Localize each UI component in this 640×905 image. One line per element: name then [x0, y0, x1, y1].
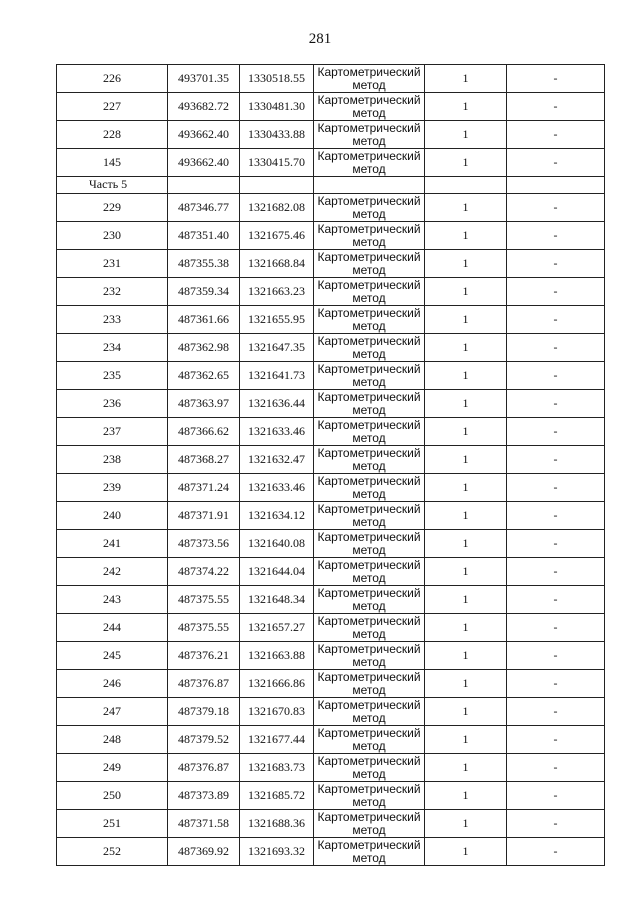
- x-coordinate-cell: 487373.89: [168, 782, 240, 810]
- point-id-cell: 232: [57, 278, 168, 306]
- note-cell: -: [507, 782, 605, 810]
- y-coordinate-cell: 1321683.73: [240, 754, 314, 782]
- method-cell: [314, 586, 425, 614]
- x-coordinate-cell: 487346.77: [168, 194, 240, 222]
- section-empty-cell: [314, 177, 425, 194]
- note-cell: -: [507, 278, 605, 306]
- method-text: Картометрический метод: [317, 362, 421, 389]
- accuracy-cell: 1: [425, 149, 507, 177]
- table-row: [57, 65, 605, 93]
- x-coordinate-cell: 487362.98: [168, 334, 240, 362]
- table-row: [57, 278, 605, 306]
- point-id-cell: 245: [57, 642, 168, 670]
- accuracy-cell: 1: [425, 390, 507, 418]
- point-id-cell: 246: [57, 670, 168, 698]
- x-coordinate-cell: 493701.35: [168, 65, 240, 93]
- method-cell: [314, 250, 425, 278]
- method-cell: [314, 838, 425, 866]
- x-coordinate-cell: 487374.22: [168, 558, 240, 586]
- method-cell: [314, 93, 425, 121]
- method-cell: [314, 418, 425, 446]
- accuracy-cell: 1: [425, 670, 507, 698]
- method-text: Картометрический метод: [317, 614, 421, 641]
- x-coordinate-cell: 493682.72: [168, 93, 240, 121]
- section-empty-cell: [425, 177, 507, 194]
- x-coordinate-cell: 487379.18: [168, 698, 240, 726]
- point-id-cell: 236: [57, 390, 168, 418]
- method-text: Картометрический метод: [317, 93, 421, 120]
- point-id-cell: 243: [57, 586, 168, 614]
- point-id-cell: 238: [57, 446, 168, 474]
- x-coordinate-cell: 487376.87: [168, 670, 240, 698]
- y-coordinate-cell: 1321663.23: [240, 278, 314, 306]
- point-id-cell: 231: [57, 250, 168, 278]
- method-text: Картометрический метод: [317, 65, 421, 92]
- point-id-cell: 227: [57, 93, 168, 121]
- method-cell: [314, 278, 425, 306]
- table-row: [57, 558, 605, 586]
- method-text: Картометрический метод: [317, 306, 421, 333]
- note-cell: -: [507, 65, 605, 93]
- method-text: Картометрический метод: [317, 754, 421, 781]
- accuracy-cell: 1: [425, 362, 507, 390]
- note-cell: -: [507, 530, 605, 558]
- table-row: [57, 362, 605, 390]
- note-cell: -: [507, 306, 605, 334]
- method-cell: [314, 474, 425, 502]
- x-coordinate-cell: 487368.27: [168, 446, 240, 474]
- point-id-cell: 242: [57, 558, 168, 586]
- table-row: [57, 446, 605, 474]
- table-row: [57, 838, 605, 866]
- accuracy-cell: 1: [425, 810, 507, 838]
- point-id-cell: 247: [57, 698, 168, 726]
- method-text: Картометрический метод: [317, 474, 421, 501]
- method-text: Картометрический метод: [317, 502, 421, 529]
- note-cell: -: [507, 754, 605, 782]
- table-row: [57, 149, 605, 177]
- point-id-cell: 241: [57, 530, 168, 558]
- method-text: Картометрический метод: [317, 782, 421, 809]
- x-coordinate-cell: 493662.40: [168, 121, 240, 149]
- note-cell: -: [507, 362, 605, 390]
- accuracy-cell: 1: [425, 278, 507, 306]
- method-cell: [314, 334, 425, 362]
- y-coordinate-cell: 1321685.72: [240, 782, 314, 810]
- method-cell: [314, 222, 425, 250]
- accuracy-cell: 1: [425, 614, 507, 642]
- y-coordinate-cell: 1330481.30: [240, 93, 314, 121]
- method-cell: [314, 726, 425, 754]
- point-id-cell: 230: [57, 222, 168, 250]
- note-cell: -: [507, 446, 605, 474]
- note-cell: -: [507, 121, 605, 149]
- table-row: [57, 121, 605, 149]
- accuracy-cell: 1: [425, 222, 507, 250]
- x-coordinate-cell: 487375.55: [168, 586, 240, 614]
- x-coordinate-cell: 487376.21: [168, 642, 240, 670]
- method-cell: [314, 149, 425, 177]
- point-id-cell: 235: [57, 362, 168, 390]
- method-text: Картометрический метод: [317, 149, 421, 176]
- table-row: [57, 194, 605, 222]
- method-cell: [314, 642, 425, 670]
- note-cell: -: [507, 838, 605, 866]
- accuracy-cell: 1: [425, 121, 507, 149]
- method-text: Картометрический метод: [317, 530, 421, 557]
- table-row: [57, 222, 605, 250]
- table-row: [57, 93, 605, 121]
- coordinates-table-body: [57, 65, 605, 866]
- point-id-cell: 229: [57, 194, 168, 222]
- method-text: Картометрический метод: [317, 642, 421, 669]
- accuracy-cell: 1: [425, 334, 507, 362]
- accuracy-cell: 1: [425, 474, 507, 502]
- accuracy-cell: 1: [425, 502, 507, 530]
- point-id-cell: 251: [57, 810, 168, 838]
- method-cell: [314, 65, 425, 93]
- y-coordinate-cell: 1321675.46: [240, 222, 314, 250]
- x-coordinate-cell: 487379.52: [168, 726, 240, 754]
- method-cell: [314, 670, 425, 698]
- coordinates-table: [56, 64, 605, 866]
- accuracy-cell: 1: [425, 418, 507, 446]
- accuracy-cell: 1: [425, 194, 507, 222]
- method-cell: [314, 810, 425, 838]
- accuracy-cell: 1: [425, 698, 507, 726]
- note-cell: -: [507, 149, 605, 177]
- method-text: Картометрический метод: [317, 390, 421, 417]
- point-id-cell: 240: [57, 502, 168, 530]
- x-coordinate-cell: 487366.62: [168, 418, 240, 446]
- note-cell: -: [507, 586, 605, 614]
- note-cell: -: [507, 642, 605, 670]
- y-coordinate-cell: 1321668.84: [240, 250, 314, 278]
- x-coordinate-cell: 487351.40: [168, 222, 240, 250]
- method-text: Картометрический метод: [317, 334, 421, 361]
- accuracy-cell: 1: [425, 754, 507, 782]
- x-coordinate-cell: 487359.34: [168, 278, 240, 306]
- y-coordinate-cell: 1321633.46: [240, 418, 314, 446]
- accuracy-cell: 1: [425, 93, 507, 121]
- note-cell: -: [507, 222, 605, 250]
- method-text: Картометрический метод: [317, 222, 421, 249]
- page-number: 281: [308, 31, 332, 47]
- x-coordinate-cell: 493662.40: [168, 149, 240, 177]
- section-row: [57, 177, 605, 194]
- note-cell: -: [507, 250, 605, 278]
- x-coordinate-cell: 487369.92: [168, 838, 240, 866]
- point-id-cell: 237: [57, 418, 168, 446]
- x-coordinate-cell: 487362.65: [168, 362, 240, 390]
- table-row: [57, 502, 605, 530]
- method-text: Картометрический метод: [317, 586, 421, 613]
- method-cell: [314, 390, 425, 418]
- section-label: Часть 5: [57, 177, 168, 194]
- accuracy-cell: 1: [425, 446, 507, 474]
- x-coordinate-cell: 487361.66: [168, 306, 240, 334]
- y-coordinate-cell: 1321666.86: [240, 670, 314, 698]
- method-cell: [314, 558, 425, 586]
- y-coordinate-cell: 1321641.73: [240, 362, 314, 390]
- note-cell: -: [507, 418, 605, 446]
- method-text: Картометрический метод: [317, 810, 421, 837]
- table-row: [57, 306, 605, 334]
- table-row: [57, 726, 605, 754]
- point-id-cell: 234: [57, 334, 168, 362]
- table-row: [57, 754, 605, 782]
- point-id-cell: 248: [57, 726, 168, 754]
- method-cell: [314, 502, 425, 530]
- y-coordinate-cell: 1321657.27: [240, 614, 314, 642]
- table-row: [57, 390, 605, 418]
- x-coordinate-cell: 487373.56: [168, 530, 240, 558]
- note-cell: -: [507, 670, 605, 698]
- point-id-cell: 226: [57, 65, 168, 93]
- section-empty-cell: [168, 177, 240, 194]
- y-coordinate-cell: 1321655.95: [240, 306, 314, 334]
- table-row: [57, 586, 605, 614]
- point-id-cell: 244: [57, 614, 168, 642]
- y-coordinate-cell: 1321633.46: [240, 474, 314, 502]
- accuracy-cell: 1: [425, 782, 507, 810]
- note-cell: -: [507, 474, 605, 502]
- accuracy-cell: 1: [425, 530, 507, 558]
- x-coordinate-cell: 487355.38: [168, 250, 240, 278]
- y-coordinate-cell: 1321640.08: [240, 530, 314, 558]
- accuracy-cell: 1: [425, 65, 507, 93]
- accuracy-cell: 1: [425, 306, 507, 334]
- note-cell: -: [507, 698, 605, 726]
- method-cell: [314, 530, 425, 558]
- method-text: Картометрический метод: [317, 698, 421, 725]
- accuracy-cell: 1: [425, 726, 507, 754]
- table-row: [57, 698, 605, 726]
- method-text: Картометрический метод: [317, 121, 421, 148]
- note-cell: -: [507, 194, 605, 222]
- point-id-cell: 239: [57, 474, 168, 502]
- accuracy-cell: 1: [425, 250, 507, 278]
- accuracy-cell: 1: [425, 558, 507, 586]
- table-row: [57, 614, 605, 642]
- method-text: Картометрический метод: [317, 278, 421, 305]
- method-cell: [314, 194, 425, 222]
- note-cell: -: [507, 334, 605, 362]
- table-row: [57, 474, 605, 502]
- point-id-cell: 233: [57, 306, 168, 334]
- y-coordinate-cell: 1321648.34: [240, 586, 314, 614]
- y-coordinate-cell: 1330415.70: [240, 149, 314, 177]
- y-coordinate-cell: 1321682.08: [240, 194, 314, 222]
- method-cell: [314, 362, 425, 390]
- point-id-cell: 228: [57, 121, 168, 149]
- method-cell: [314, 754, 425, 782]
- y-coordinate-cell: 1321663.88: [240, 642, 314, 670]
- point-id-cell: 252: [57, 838, 168, 866]
- method-text: Картометрический метод: [317, 446, 421, 473]
- point-id-cell: 250: [57, 782, 168, 810]
- x-coordinate-cell: 487363.97: [168, 390, 240, 418]
- table-row: [57, 670, 605, 698]
- y-coordinate-cell: 1321693.32: [240, 838, 314, 866]
- x-coordinate-cell: 487371.91: [168, 502, 240, 530]
- method-text: Картометрический метод: [317, 250, 421, 277]
- note-cell: -: [507, 726, 605, 754]
- y-coordinate-cell: 1321647.35: [240, 334, 314, 362]
- table-row: [57, 810, 605, 838]
- note-cell: -: [507, 93, 605, 121]
- y-coordinate-cell: 1330433.88: [240, 121, 314, 149]
- table-row: [57, 642, 605, 670]
- y-coordinate-cell: 1321688.36: [240, 810, 314, 838]
- x-coordinate-cell: 487371.24: [168, 474, 240, 502]
- accuracy-cell: 1: [425, 586, 507, 614]
- note-cell: -: [507, 810, 605, 838]
- x-coordinate-cell: 487376.87: [168, 754, 240, 782]
- method-text: Картометрический метод: [317, 418, 421, 445]
- y-coordinate-cell: 1321670.83: [240, 698, 314, 726]
- point-id-cell: 249: [57, 754, 168, 782]
- method-text: Картометрический метод: [317, 670, 421, 697]
- y-coordinate-cell: 1321677.44: [240, 726, 314, 754]
- method-cell: [314, 446, 425, 474]
- method-text: Картометрический метод: [317, 838, 421, 865]
- x-coordinate-cell: 487375.55: [168, 614, 240, 642]
- accuracy-cell: 1: [425, 642, 507, 670]
- note-cell: -: [507, 614, 605, 642]
- y-coordinate-cell: 1321644.04: [240, 558, 314, 586]
- note-cell: -: [507, 390, 605, 418]
- table-row: [57, 334, 605, 362]
- method-cell: [314, 614, 425, 642]
- y-coordinate-cell: 1330518.55: [240, 65, 314, 93]
- note-cell: -: [507, 558, 605, 586]
- method-cell: [314, 306, 425, 334]
- method-text: Картометрический метод: [317, 726, 421, 753]
- table-row: [57, 418, 605, 446]
- x-coordinate-cell: 487371.58: [168, 810, 240, 838]
- table-row: [57, 250, 605, 278]
- y-coordinate-cell: 1321636.44: [240, 390, 314, 418]
- y-coordinate-cell: 1321634.12: [240, 502, 314, 530]
- method-text: Картометрический метод: [317, 558, 421, 585]
- method-cell: [314, 121, 425, 149]
- method-text: Картометрический метод: [317, 194, 421, 221]
- point-id-cell: 145: [57, 149, 168, 177]
- y-coordinate-cell: 1321632.47: [240, 446, 314, 474]
- note-cell: -: [507, 502, 605, 530]
- section-empty-cell: [240, 177, 314, 194]
- table-row: [57, 782, 605, 810]
- method-cell: [314, 782, 425, 810]
- accuracy-cell: 1: [425, 838, 507, 866]
- table-row: [57, 530, 605, 558]
- section-empty-cell: [507, 177, 605, 194]
- method-cell: [314, 698, 425, 726]
